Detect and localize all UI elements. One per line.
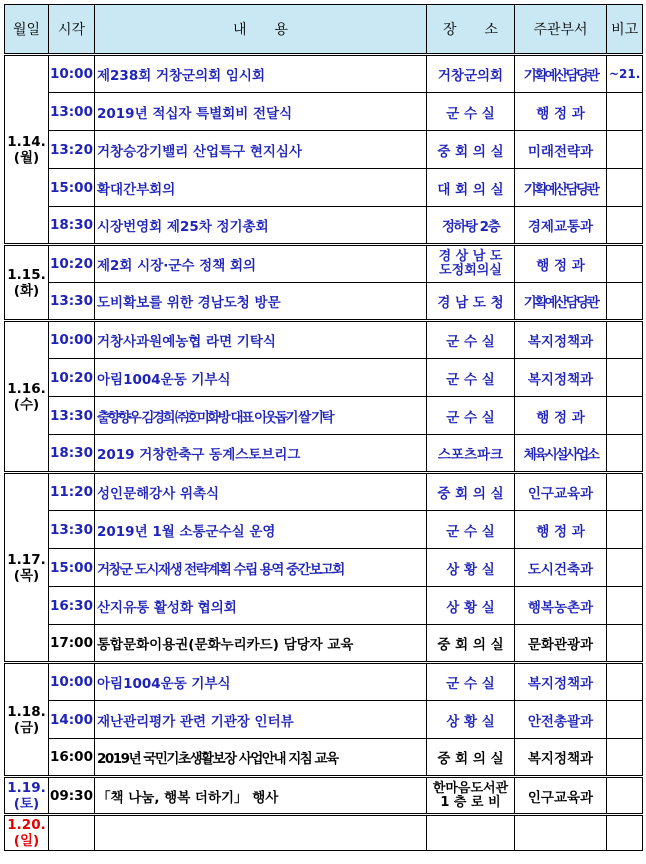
dept-cell: 인구교육과	[515, 473, 607, 511]
day-of-week: (월)	[13, 149, 40, 166]
dept-cell: 복지정책과	[515, 739, 607, 777]
dept-cell: 체육시설사업소	[515, 435, 607, 473]
day-cell	[5, 663, 49, 777]
time-cell: 16:00	[49, 739, 95, 777]
note-cell	[607, 169, 643, 207]
note-cell	[607, 473, 643, 511]
dept-cell: 인구교육과	[515, 777, 607, 815]
table-row	[5, 321, 643, 359]
header-date: 월일	[5, 5, 49, 55]
place-cell: 중 회 의 실	[427, 473, 515, 511]
table-row	[5, 701, 643, 739]
day-cell	[5, 777, 49, 815]
table-row	[5, 663, 643, 701]
note-cell	[607, 93, 643, 131]
day-of-week: (금)	[13, 719, 40, 736]
schedule-table	[4, 4, 643, 851]
dept-cell: 행 정 과	[515, 245, 607, 283]
day-date: 1.16.	[7, 380, 46, 397]
note-cell	[607, 397, 643, 435]
place-line: 경 상 남 도	[438, 249, 503, 264]
time-cell: 13:30	[49, 283, 95, 321]
table-row	[5, 245, 643, 283]
day-date: 1.15.	[7, 266, 46, 283]
table-row	[5, 283, 643, 321]
place-cell: 정하탕 2층	[427, 207, 515, 245]
content-cell: 재난관리평가 관련 기관장 인터뷰	[95, 701, 427, 739]
content-cell: 성인문해강사 위촉식	[95, 473, 427, 511]
time-cell: 13:30	[49, 511, 95, 549]
content-cell: 시장번영회 제25차 정기총회	[95, 207, 427, 245]
table-row	[5, 739, 643, 777]
time-cell: 15:00	[49, 549, 95, 587]
dept-cell: 복지정책과	[515, 321, 607, 359]
place-cell: 스포츠파크	[427, 435, 515, 473]
dept-cell: 미래전략과	[515, 131, 607, 169]
day-cell	[5, 473, 49, 663]
note-cell	[607, 359, 643, 397]
table-row	[5, 815, 643, 851]
note-cell	[607, 283, 643, 321]
note-cell	[607, 777, 643, 815]
table-row	[5, 473, 643, 511]
time-cell: 10:20	[49, 245, 95, 283]
place-cell: 군 수 실	[427, 93, 515, 131]
dept-cell: 복지정책과	[515, 663, 607, 701]
content-cell: 제2회 시장·군수 정책 회의	[95, 245, 427, 283]
day-cell	[5, 55, 49, 245]
place-cell: 군 수 실	[427, 511, 515, 549]
table-row	[5, 549, 643, 587]
place-cell	[427, 815, 515, 851]
table-row	[5, 93, 643, 131]
day-date: 1.19.	[7, 779, 46, 796]
note-cell	[607, 511, 643, 549]
note-cell	[607, 549, 643, 587]
header-content: 내 용	[95, 5, 427, 55]
place-cell: 중 회 의 실	[427, 739, 515, 777]
table-row	[5, 625, 643, 663]
content-cell: 2019년 국민기초생활보장 사업안내 지침 교육	[95, 739, 427, 777]
note-cell	[607, 663, 643, 701]
table-row	[5, 777, 643, 815]
place-line: 한마음도서관	[432, 780, 509, 796]
time-cell: 10:20	[49, 359, 95, 397]
day-cell	[5, 815, 49, 851]
note-cell	[607, 739, 643, 777]
content-cell: 통합문화이용권(문화누리카드) 담당자 교육	[95, 625, 427, 663]
time-cell: 16:30	[49, 587, 95, 625]
place-cell: 상 황 실	[427, 701, 515, 739]
time-cell: 18:30	[49, 207, 95, 245]
note-cell	[607, 321, 643, 359]
table-row	[5, 587, 643, 625]
content-cell: 산지유통 활성화 협의회	[95, 587, 427, 625]
dept-cell: 경제교통과	[515, 207, 607, 245]
content-cell: 아림1004운동 기부식	[95, 359, 427, 397]
content-cell: 아림1004운동 기부식	[95, 663, 427, 701]
content-cell: 제238회 거창군의회 임시회	[95, 55, 427, 93]
time-cell: 14:00	[49, 701, 95, 739]
time-cell: 10:00	[49, 55, 95, 93]
note-cell	[607, 207, 643, 245]
place-cell: 군 수 실	[427, 321, 515, 359]
content-cell: 거창사과원예농협 라면 기탁식	[95, 321, 427, 359]
dept-cell: 기획예산담당관	[515, 55, 607, 93]
note-cell	[607, 701, 643, 739]
place-cell: 중 회 의 실	[427, 131, 515, 169]
dept-cell: 복지정책과	[515, 359, 607, 397]
table-row	[5, 435, 643, 473]
time-cell: 18:30	[49, 435, 95, 473]
time-cell: 09:30	[49, 777, 95, 815]
time-cell: 13:30	[49, 397, 95, 435]
day-cell	[5, 321, 49, 473]
place-line: 1 층 로 비	[440, 794, 501, 810]
day-date: 1.14.	[7, 133, 46, 150]
dept-cell: 행 정 과	[515, 511, 607, 549]
day-date: 1.20.	[7, 817, 46, 833]
dept-cell: 안전총괄과	[515, 701, 607, 739]
time-cell: 15:00	[49, 169, 95, 207]
place-cell	[427, 777, 515, 815]
note-cell	[607, 131, 643, 169]
content-cell: 2019년 적십자 특별회비 전달식	[95, 93, 427, 131]
content-cell: 2019년 1월 소통군수실 운영	[95, 511, 427, 549]
note-cell: ~21.	[607, 55, 643, 93]
content-cell: 확대간부회의	[95, 169, 427, 207]
dept-cell	[515, 815, 607, 851]
table-row	[5, 511, 643, 549]
place-cell: 경 남 도 청	[427, 283, 515, 321]
header-note: 비고	[607, 5, 643, 55]
day-date: 1.17.	[7, 551, 46, 568]
content-cell: 거창승강기밸리 산업특구 현지심사	[95, 131, 427, 169]
note-cell	[607, 587, 643, 625]
day-of-week: (수)	[13, 396, 40, 413]
content-cell: 거창군 도시재생 전략계획 수립 용역 중간보고회	[95, 549, 427, 587]
dept-cell: 기획예산담당관	[515, 169, 607, 207]
content-cell: 도비확보를 위한 경남도청 방문	[95, 283, 427, 321]
content-cell: 「책 나눔, 행복 더하기」 행사	[95, 777, 427, 815]
dept-cell: 기획예산담당관	[515, 283, 607, 321]
table-row	[5, 55, 643, 93]
time-cell: 10:00	[49, 663, 95, 701]
day-of-week: (일)	[13, 833, 40, 849]
place-cell: 군 수 실	[427, 397, 515, 435]
place-cell: 상 황 실	[427, 549, 515, 587]
header-place: 장 소	[427, 5, 515, 55]
note-cell	[607, 245, 643, 283]
dept-cell: 행복농촌과	[515, 587, 607, 625]
time-cell	[49, 815, 95, 851]
time-cell: 10:00	[49, 321, 95, 359]
day-of-week: (화)	[13, 282, 40, 299]
time-cell: 11:20	[49, 473, 95, 511]
day-of-week: (목)	[13, 567, 40, 584]
content-cell: 출향향우 김경희 ㈜호미화방 대표 이웃돕기 쌀 기탁	[95, 397, 427, 435]
place-cell: 중 회 의 실	[427, 625, 515, 663]
table-row	[5, 131, 643, 169]
content-cell: 2019 거창한축구 동계스토브리그	[95, 435, 427, 473]
content-cell	[95, 815, 427, 851]
dept-cell: 문화관광과	[515, 625, 607, 663]
dept-cell: 도시건축과	[515, 549, 607, 587]
place-cell: 거창군의회	[427, 55, 515, 93]
note-cell	[607, 435, 643, 473]
place-line: 도정회의실	[439, 263, 502, 278]
note-cell	[607, 815, 643, 851]
time-cell: 13:00	[49, 93, 95, 131]
place-cell	[427, 245, 515, 283]
place-cell: 상 황 실	[427, 587, 515, 625]
place-cell: 군 수 실	[427, 663, 515, 701]
table-row	[5, 207, 643, 245]
table-row	[5, 169, 643, 207]
header-time: 시각	[49, 5, 95, 55]
note-cell	[607, 625, 643, 663]
time-cell: 17:00	[49, 625, 95, 663]
header-row	[5, 5, 643, 55]
place-cell: 대 회 의 실	[427, 169, 515, 207]
dept-cell: 행 정 과	[515, 397, 607, 435]
table-row	[5, 359, 643, 397]
place-cell: 군 수 실	[427, 359, 515, 397]
time-cell: 13:20	[49, 131, 95, 169]
table-row	[5, 397, 643, 435]
header-dept: 주관부서	[515, 5, 607, 55]
day-date: 1.18.	[7, 703, 46, 720]
day-of-week: (토)	[13, 795, 40, 812]
dept-cell: 행 정 과	[515, 93, 607, 131]
day-cell	[5, 245, 49, 321]
